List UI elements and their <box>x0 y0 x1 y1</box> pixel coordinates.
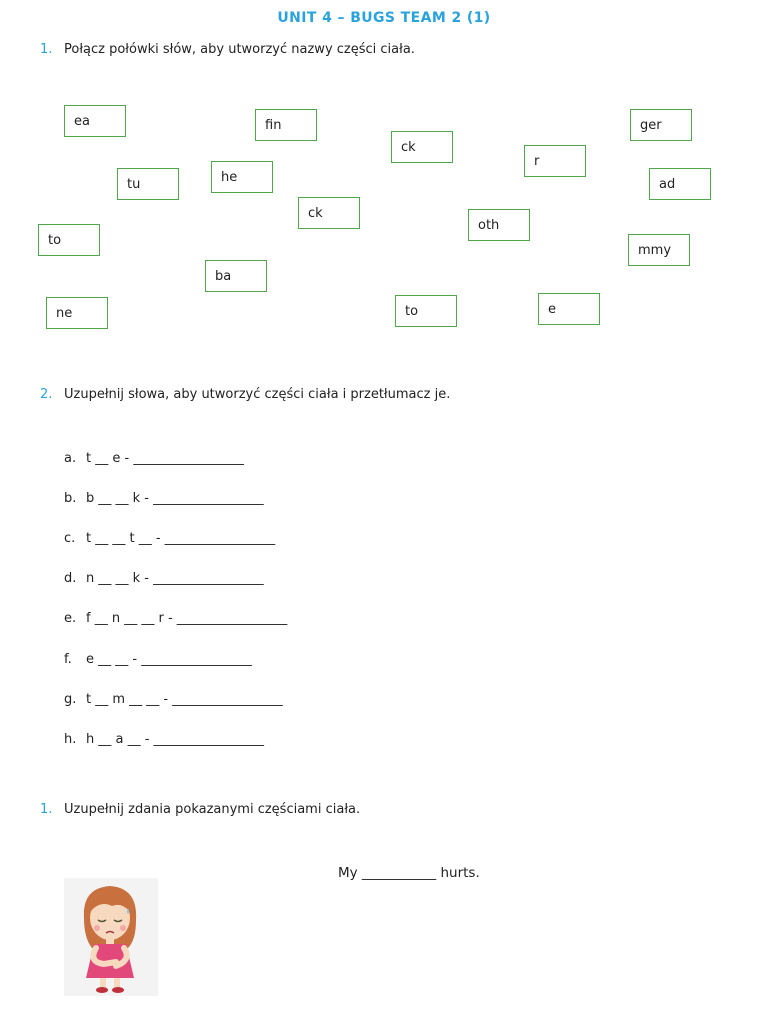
section-2-text: Uzupełnij słowa, aby utworzyć części ciała i przetłumacz je. <box>64 387 451 402</box>
item-letter: d. <box>64 571 77 586</box>
word-tile[interactable]: ba <box>205 260 267 292</box>
word-tile[interactable]: to <box>395 295 457 327</box>
exercise-item[interactable] <box>64 652 252 667</box>
exercise-item[interactable] <box>64 531 275 546</box>
word-tile[interactable]: ger <box>630 109 692 141</box>
section-2-number: 2. <box>40 387 53 402</box>
word-tile[interactable]: e <box>538 293 600 325</box>
item-text: f __ n __ __ r - _________________ <box>86 611 288 626</box>
word-tile[interactable]: oth <box>468 209 530 241</box>
sick-girl-illustration <box>64 878 158 996</box>
item-letter: e. <box>64 611 77 626</box>
item-text: t __ __ t __ - _________________ <box>86 531 276 546</box>
word-tile[interactable]: r <box>524 145 586 177</box>
exercise-item[interactable] <box>64 571 264 586</box>
item-text: h __ a __ - _________________ <box>86 732 265 747</box>
word-tile[interactable]: tu <box>117 168 179 200</box>
item-text: b __ __ k - _________________ <box>86 491 264 506</box>
item-letter: g. <box>64 692 77 707</box>
word-tile[interactable]: to <box>38 224 100 256</box>
exercise-item[interactable] <box>64 491 264 506</box>
section-1-instruction <box>40 42 415 57</box>
section-1-text: Połącz połówki słów, aby utworzyć nazwy części ciała. <box>64 42 415 57</box>
fill-in-sentence[interactable]: My ___________ hurts. <box>338 865 480 881</box>
worksheet-title: UNIT 4 – BUGS TEAM 2 (1) <box>277 10 491 26</box>
item-text: e __ __ - _________________ <box>86 652 252 667</box>
item-letter: a. <box>64 451 77 466</box>
word-tile[interactable]: mmy <box>628 234 690 266</box>
item-text: n __ __ k - _________________ <box>86 571 264 586</box>
exercise-item[interactable] <box>64 732 264 747</box>
item-letter: h. <box>64 732 77 747</box>
word-tile[interactable]: ea <box>64 105 126 137</box>
item-letter: c. <box>64 531 76 546</box>
exercise-item[interactable] <box>64 451 244 466</box>
word-tile[interactable]: ad <box>649 168 711 200</box>
exercise-item[interactable] <box>64 611 287 626</box>
girl-holding-stomach-image <box>64 878 158 996</box>
item-letter: b. <box>64 491 77 506</box>
exercise-item[interactable] <box>64 692 283 707</box>
item-letter: f. <box>64 652 72 667</box>
section-3-instruction <box>40 802 360 817</box>
word-tile[interactable]: ne <box>46 297 108 329</box>
item-text: t __ e - _________________ <box>86 451 244 466</box>
item-text: t __ m __ __ - _________________ <box>86 692 283 707</box>
section-1-number: 1. <box>40 42 53 57</box>
word-tile[interactable]: ck <box>391 131 453 163</box>
section-3-number: 1. <box>40 802 53 817</box>
section-3-text: Uzupełnij zdania pokazanymi częściami ciała. <box>64 802 361 817</box>
word-tile[interactable]: he <box>211 161 273 193</box>
word-tile[interactable]: ck <box>298 197 360 229</box>
word-tile[interactable]: fin <box>255 109 317 141</box>
section-2-instruction <box>40 387 450 402</box>
